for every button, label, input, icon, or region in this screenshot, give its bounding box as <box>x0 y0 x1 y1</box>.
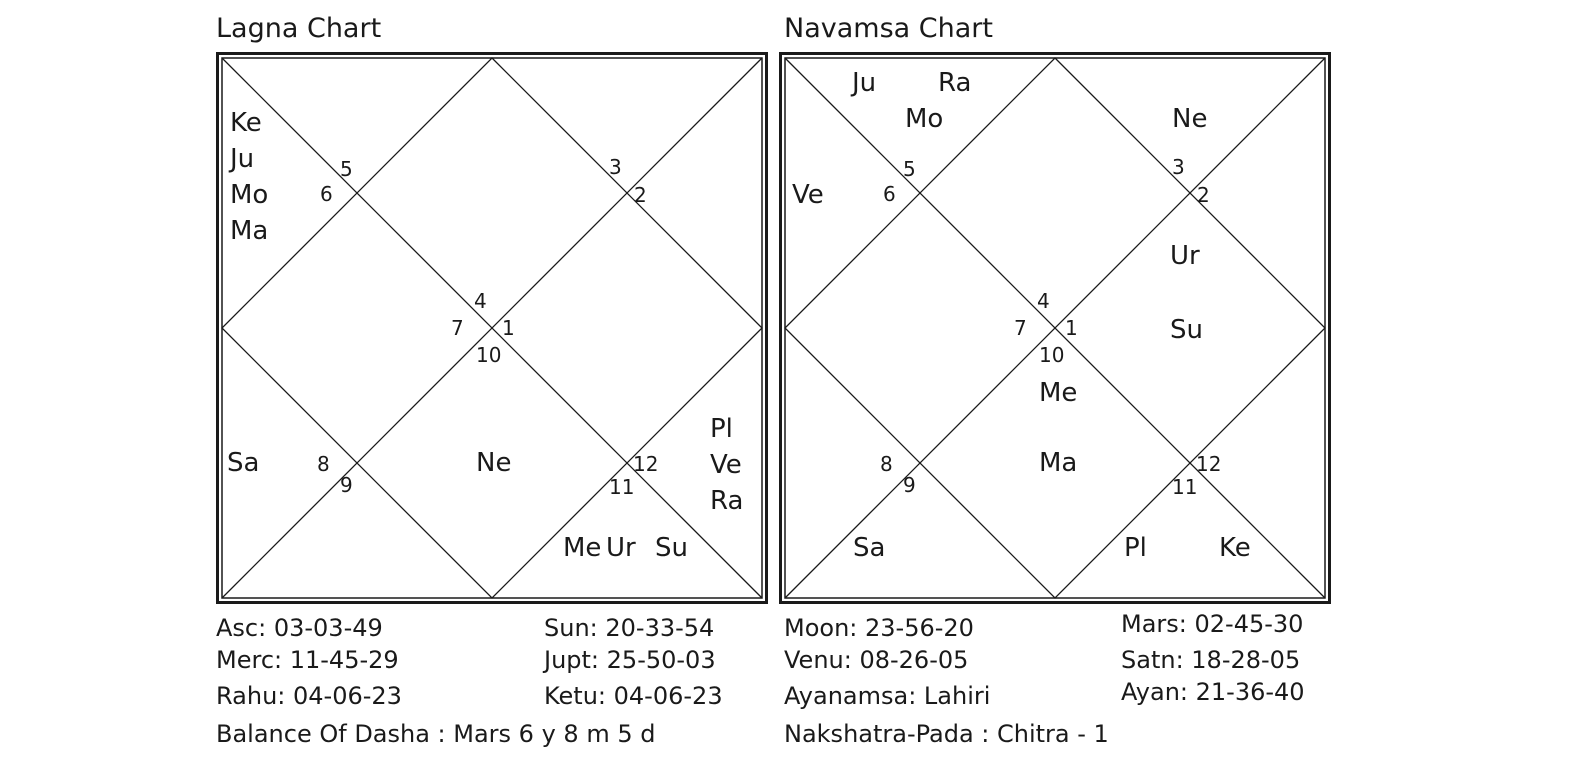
lagna-planet-mars: Ma <box>230 216 269 246</box>
lagna-planet-pluto: Pl <box>710 414 733 444</box>
navamsa-planet-jupiter: Ju <box>852 68 877 98</box>
lagna-chart <box>216 52 768 604</box>
lagna-planet-jupiter: Ju <box>230 144 255 174</box>
lagna-planet-venus: Ve <box>710 450 742 480</box>
navamsa-house-number: 12 <box>1196 452 1222 476</box>
navamsa-chart-diagram <box>779 52 1331 604</box>
navamsa-house-number: 3 <box>1172 155 1185 179</box>
lagna-house-number: 3 <box>609 155 622 179</box>
navamsa-house-number: 10 <box>1039 343 1065 367</box>
navamsa-planet-uranus: Ur <box>1170 241 1200 271</box>
saturn-degree: Satn: 18-28-05 <box>1121 646 1301 674</box>
lagna-planet-saturn: Sa <box>227 448 260 478</box>
navamsa-planet-saturn: Sa <box>853 533 886 563</box>
navamsa-house-number: 1 <box>1065 316 1078 340</box>
navamsa-planet-rahu: Ra <box>938 68 972 98</box>
navamsa-planet-moon: Mo <box>905 104 944 134</box>
navamsa-planet-neptune: Ne <box>1172 104 1208 134</box>
lagna-planet-mercury: Me <box>563 533 602 563</box>
lagna-house-number: 5 <box>340 157 353 181</box>
navamsa-house-number: 6 <box>883 182 896 206</box>
lagna-house-number: 8 <box>317 452 330 476</box>
navamsa-house-number: 5 <box>903 157 916 181</box>
balance-of-dasha: Balance Of Dasha : Mars 6 y 8 m 5 d <box>216 720 656 748</box>
navamsa-house-number: 9 <box>903 473 916 497</box>
lagna-house-number: 6 <box>320 182 333 206</box>
lagna-house-number: 1 <box>502 316 515 340</box>
lagna-house-number: 11 <box>609 475 635 499</box>
lagna-asc-degree: Asc: 03-03-49 <box>216 614 383 642</box>
navamsa-house-number: 8 <box>880 452 893 476</box>
lagna-planet-moon: Mo <box>230 180 269 210</box>
navamsa-planet-mars: Ma <box>1039 448 1078 478</box>
lagna-house-number: 2 <box>634 183 647 207</box>
lagna-sun-degree: Sun: 20-33-54 <box>544 614 715 642</box>
lagna-house-number: 12 <box>633 452 659 476</box>
navamsa-planet-pluto: Pl <box>1124 533 1147 563</box>
navamsa-planet-venus: Ve <box>792 180 824 210</box>
lagna-house-number: 4 <box>474 289 487 313</box>
lagna-house-number: 10 <box>476 343 502 367</box>
lagna-house-number: 9 <box>340 473 353 497</box>
navamsa-planet-ketu: Ke <box>1219 533 1251 563</box>
ayanamsa-system: Ayanamsa: Lahiri <box>784 682 991 710</box>
lagna-planet-ketu: Ke <box>230 108 262 138</box>
lagna-planet-sun: Su <box>655 533 688 563</box>
lagna-chart-diagram <box>216 52 768 604</box>
lagna-planet-uranus: Ur <box>606 533 636 563</box>
navamsa-chart-title: Navamsa Chart <box>784 13 993 44</box>
ayanamsa-value: Ayan: 21-36-40 <box>1121 678 1305 706</box>
navamsa-planet-sun: Su <box>1170 315 1203 345</box>
lagna-mercury-degree: Merc: 11-45-29 <box>216 646 399 674</box>
lagna-chart-title: Lagna Chart <box>216 13 382 44</box>
lagna-rahu-degree: Rahu: 04-06-23 <box>216 682 402 710</box>
lagna-house-number: 7 <box>451 316 464 340</box>
lagna-jupiter-degree: Jupt: 25-50-03 <box>544 646 716 674</box>
lagna-planet-neptune: Ne <box>476 448 512 478</box>
nakshatra-pada: Nakshatra-Pada : Chitra - 1 <box>784 720 1109 748</box>
lagna-ketu-degree: Ketu: 04-06-23 <box>544 682 723 710</box>
moon-degree: Moon: 23-56-20 <box>784 614 974 642</box>
navamsa-house-number: 2 <box>1197 183 1210 207</box>
navamsa-house-number: 11 <box>1172 475 1198 499</box>
lagna-planet-rahu: Ra <box>710 486 744 516</box>
navamsa-planet-mercury: Me <box>1039 378 1078 408</box>
venus-degree: Venu: 08-26-05 <box>784 646 969 674</box>
navamsa-house-number: 4 <box>1037 289 1050 313</box>
navamsa-house-number: 7 <box>1014 316 1027 340</box>
navamsa-chart <box>779 52 1331 604</box>
mars-degree: Mars: 02-45-30 <box>1121 610 1304 638</box>
